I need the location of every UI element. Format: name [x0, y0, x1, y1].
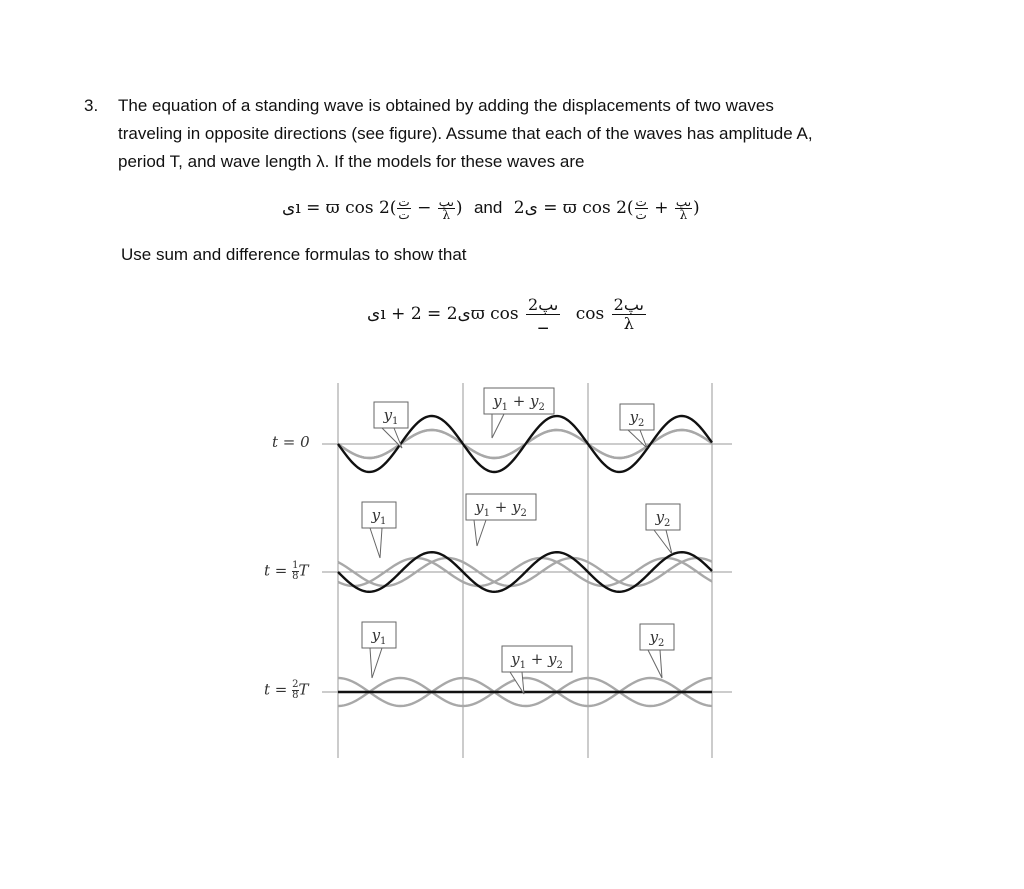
problem-line-2: traveling in opposite directions (see figure). Assume that each of the waves has amplitude A,	[118, 124, 813, 143]
callout-pointer-row1-y1	[382, 428, 402, 448]
callout-pointer-row2-y2	[654, 530, 672, 554]
wave-models-equation: ىı = ϖ cos 2( $\frac{\text{ت}}{\text{ت}}$ − $\frac{\text{ىپ}}{\lambda}$ ) and ى2 = ϖ cos 2( $\frac{\text{ت}}{\text{ت}}$ + $\frac{\text{ىپ}}{\lambda}$ )	[282, 195, 700, 222]
callout-y2-row3: $y_2$	[649, 628, 665, 649]
instruction-text: Use sum and difference formulas to show that	[121, 245, 467, 264]
callout-pointer-row1-sum	[492, 414, 504, 438]
cos-label: cos	[575, 304, 605, 324]
standing-wave-equation	[367, 296, 648, 333]
problem-paragraph	[118, 92, 958, 176]
callout-pointer-row2-sum	[474, 520, 486, 546]
sum-lhs: ىı + ى2 = 2ϖ cos	[367, 304, 519, 324]
problem-line-1: The equation of a standing wave is obtained by adding the displacements of two waves	[118, 96, 774, 115]
problem-number: 3.	[84, 96, 99, 115]
plus-sign: +	[654, 198, 669, 218]
t-over-T-fraction: $\frac{\text{ت}}{\text{ت}}$	[398, 195, 410, 222]
and-word: and	[473, 198, 503, 217]
minus-sign: −	[417, 198, 432, 218]
callout-sum-row2: $y_1 + y_2$	[475, 498, 527, 519]
callout-y1-row3: $y_1$	[371, 626, 387, 647]
time-fraction: 2ىپ ــ	[528, 295, 559, 333]
wave-plot	[262, 378, 742, 768]
callout-sum-row3: $y_1 + y_2$	[511, 650, 563, 671]
space-fraction: 2ىپ λ	[613, 295, 645, 333]
t-label-two-eighths: t = $\frac{2}{8}T$	[264, 679, 309, 701]
callout-sum-row1: $y_1 + y_2$	[493, 392, 545, 413]
problem-line-3: period T, and wave length λ. If the models for these waves are	[118, 152, 585, 171]
standing-wave-figure	[262, 378, 742, 768]
x-over-lambda-fraction-2: $\frac{\text{ىپ}}{\lambda}$	[675, 195, 692, 222]
callout-pointer-row1-y2	[628, 430, 647, 448]
callout-pointer-row3-y2	[648, 650, 662, 678]
t-label-one-eighth: t = $\frac{1}{8}T$	[264, 560, 309, 582]
callout-pointer-row2-y1	[370, 528, 382, 558]
callout-pointer-row3-y1	[370, 648, 382, 678]
t-over-T-fraction-2: $\frac{\text{ت}}{\text{ت}}$	[635, 195, 647, 222]
callout-pointer-row3-sum	[510, 672, 524, 694]
t-label-0: t = 0	[272, 433, 310, 451]
y2-model-lhs: ى2 = ϖ cos 2	[513, 198, 627, 218]
callout-y2-row2: $y_2$	[655, 508, 671, 529]
callout-y2-row1: $y_2$	[629, 408, 645, 429]
y1-model-lhs: ىı = ϖ cos 2	[282, 198, 390, 218]
x-over-lambda-fraction: $\frac{\text{ىپ}}{\lambda}$	[438, 195, 454, 222]
callout-y1-row1: $y_1$	[383, 406, 399, 427]
callout-y1-row2: $y_1$	[371, 506, 387, 527]
